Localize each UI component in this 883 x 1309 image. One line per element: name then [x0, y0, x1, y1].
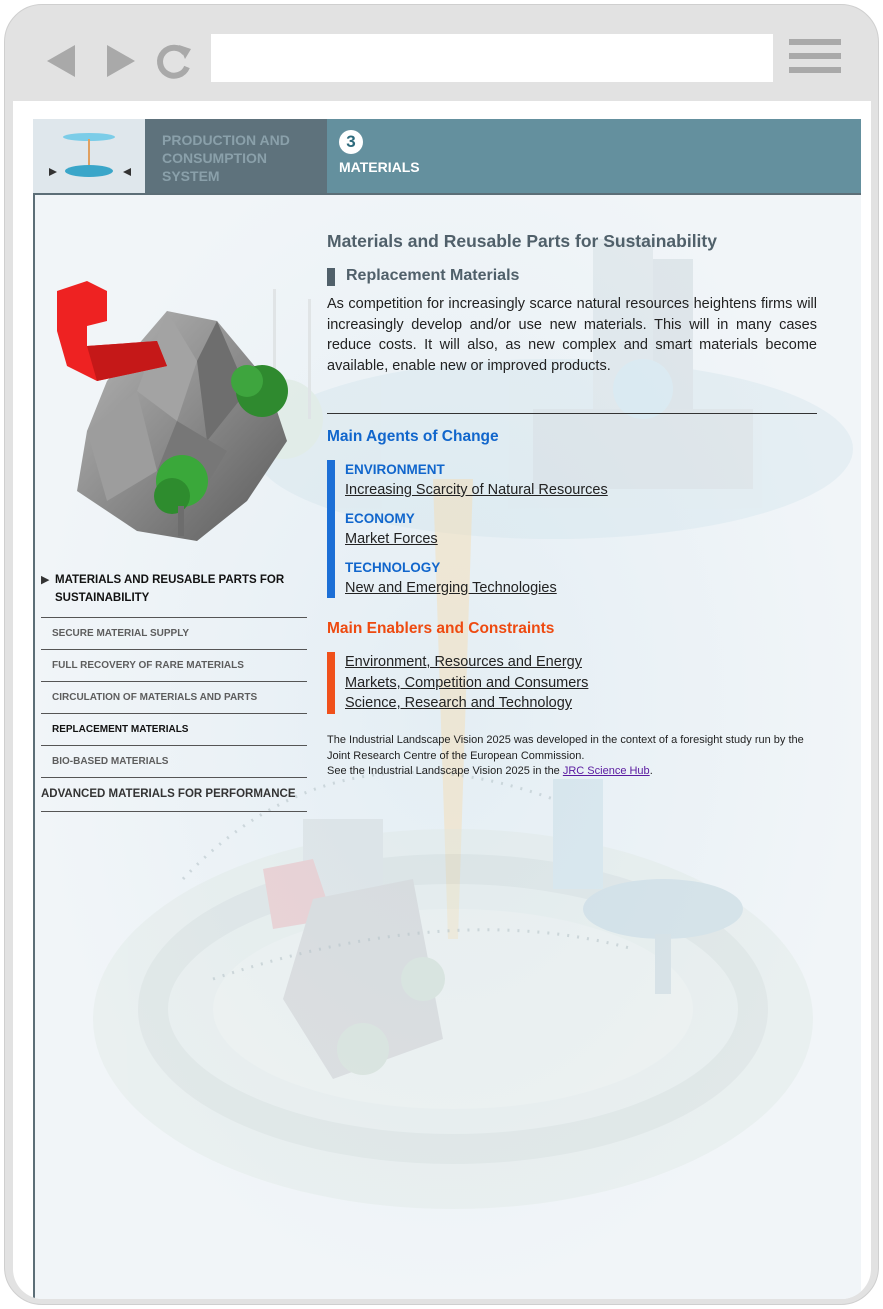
footnote-line2: [327, 764, 822, 780]
agent-link-scarcity[interactable]: Increasing Scarcity of Natural Resources: [345, 482, 608, 498]
sidebar-item-bio-based[interactable]: BIO-BASED MATERIALS: [41, 746, 307, 778]
agent-category-economy: ECONOMY: [345, 511, 415, 526]
page: [33, 119, 861, 1299]
agents-heading: Main Agents of Change: [327, 428, 499, 445]
browser-toolbar: [5, 5, 878, 101]
left-border: [33, 195, 35, 1299]
agent-link-market-forces[interactable]: Market Forces: [345, 531, 438, 547]
intro-paragraph: As competition for increasingly scarce natural resources heightens firms will increasingly develop and/or use new materials. This will in many cases reduce costs. It will also, as new complex and smart materials become available, enable new or improved products.: [327, 296, 817, 374]
sidebar-item-secure-material-supply[interactable]: SECURE MATERIAL SUPPLY: [41, 618, 307, 650]
enablers-heading: Main Enablers and Constraints: [327, 620, 555, 637]
sidebar-item-circulation[interactable]: CIRCULATION OF MATERIALS AND PARTS: [41, 682, 307, 714]
header-divider: [33, 193, 861, 195]
enabler-link-environment[interactable]: Environment, Resources and Energy: [345, 654, 582, 670]
menu-hamburger-icon[interactable]: [789, 39, 841, 79]
url-bar[interactable]: [211, 34, 773, 82]
previous-section-title[interactable]: PRODUCTION AND CONSUMPTION SYSTEM: [162, 132, 290, 184]
footnote-prefix: See the Industrial Landscape Vision 2025 in the: [327, 765, 563, 777]
header-current-section: [327, 119, 861, 193]
enabler-link-markets[interactable]: Markets, Competition and Consumers: [345, 674, 589, 691]
section-number-badge: 3: [339, 130, 363, 154]
jrc-science-hub-link[interactable]: JRC Science Hub: [562, 765, 650, 777]
sidebar-item-replacement-materials[interactable]: REPLACEMENT MATERIALS: [41, 714, 307, 746]
sidebar-item-full-recovery[interactable]: FULL RECOVERY OF RARE MATERIALS: [41, 650, 307, 682]
footnote: [327, 733, 822, 780]
agent-category-technology: TECHNOLOGY: [345, 560, 441, 575]
reload-icon[interactable]: [155, 41, 195, 81]
triangle-right-icon: ▶: [41, 574, 50, 586]
agent-category-environment: ENVIRONMENT: [345, 462, 445, 477]
page-title: Materials and Reusable Parts for Sustainability: [327, 231, 717, 251]
sidebar-item-advanced-materials[interactable]: ADVANCED MATERIALS FOR PERFORMANCE: [41, 778, 307, 812]
browser-frame: [4, 4, 879, 1305]
header-previous-section[interactable]: [145, 119, 327, 193]
sidebar-main-label: MATERIALS AND REUSABLE PARTS FOR SUSTAINABILITY: [55, 574, 285, 604]
agent-link-technologies[interactable]: New and Emerging Technologies: [345, 580, 557, 596]
content-divider: [327, 413, 817, 414]
back-arrow-icon[interactable]: [43, 41, 83, 81]
materials-rock-illustration: [47, 271, 297, 561]
header-logo[interactable]: [33, 119, 145, 193]
sidebar-nav: [41, 569, 307, 812]
footnote-suffix: .: [649, 765, 653, 777]
forward-arrow-icon[interactable]: [99, 41, 139, 81]
enablers-list: [327, 652, 707, 714]
enabler-link-science[interactable]: Science, Research and Technology: [345, 695, 573, 711]
section-subtitle: Replacement Materials: [327, 267, 519, 285]
footnote-line1: The Industrial Landscape Vision 2025 was developed in the context of a foresight study run by the Joint Research Centre of the European Commission.: [327, 734, 804, 762]
sidebar-main-item[interactable]: [41, 569, 307, 618]
browser-viewport: [13, 101, 871, 1299]
agents-list: [327, 460, 707, 598]
current-section-title: MATERIALS: [339, 159, 420, 175]
vision-logo-icon: [33, 119, 145, 193]
